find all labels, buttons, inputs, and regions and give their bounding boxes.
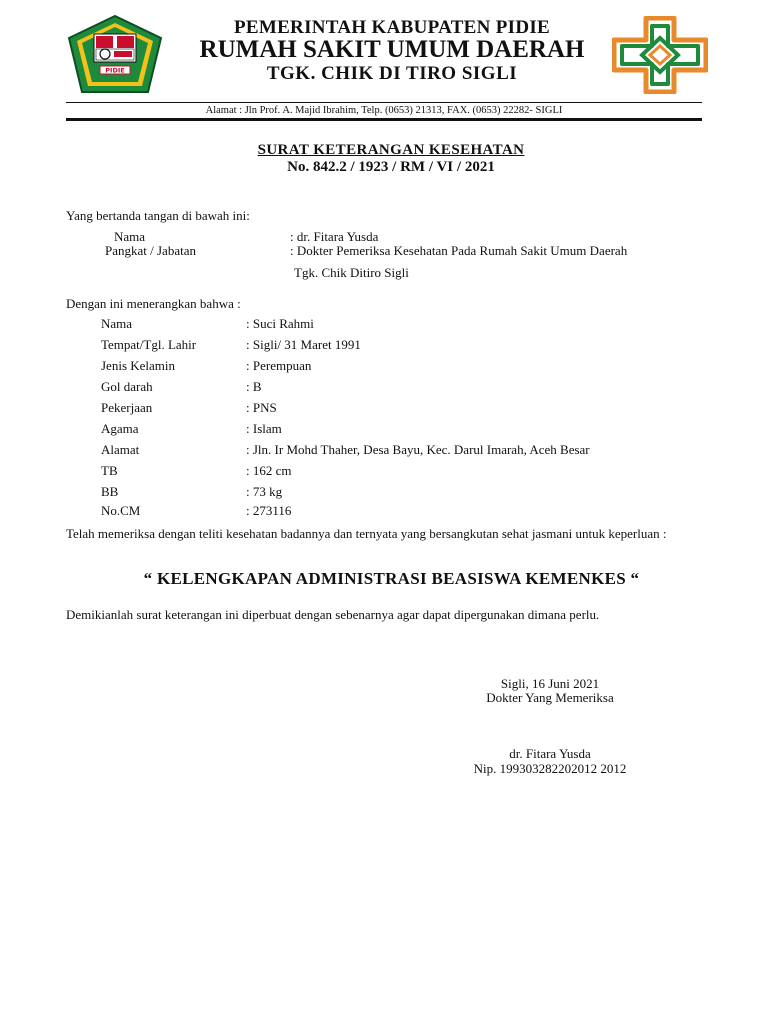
header-rule-thick [66, 118, 702, 121]
letter-title: SURAT KETERANGAN KESEHATAN [257, 142, 525, 158]
patient-value-cm: : 273116 [246, 503, 292, 518]
letter-number: No. 842.2 / 1923 / RM / VI / 2021 [287, 159, 495, 175]
patient-value-job: : PNS [246, 400, 277, 415]
patient-label-job: Pekerjaan [101, 400, 153, 415]
examination-statement: Telah memeriksa dengan teliti kesehatan badannya dan ternyata yang bersangkutan sehat jasmani untuk keperluan : [66, 526, 667, 541]
patient-value-blood: : B [246, 379, 262, 394]
patient-label-religion: Agama [101, 421, 139, 436]
patient-label-blood: Gol darah [101, 379, 153, 394]
header-hospital-name: TGK. CHIK DI TIRO SIGLI [266, 63, 518, 84]
patient-label-weight: BB [101, 484, 119, 499]
header-address: Alamat : Jln Prof. A. Majid Ibrahim, Telp. (0653) 21313, FAX. (0653) 22282- SIGLI [205, 105, 563, 116]
signer-name-label: Nama [114, 229, 146, 244]
header-hospital: RUMAH SAKIT UMUM DAERAH [199, 36, 585, 63]
patient-value-weight: : 73 kg [246, 484, 283, 499]
patient-label-name: Nama [101, 316, 133, 331]
patient-value-religion: : Islam [246, 421, 282, 436]
patient-intro: Dengan ini menerangkan bahwa : [66, 296, 241, 311]
signature-nip: Nip. 199303282202012 2012 [473, 761, 627, 776]
patient-value-name: : Suci Rahmi [246, 316, 314, 331]
patient-label-address: Alamat [101, 442, 140, 457]
emblem-label: PIDIE [105, 66, 125, 75]
header-rule-thin [66, 102, 702, 103]
patient-label-gender: Jenis Kelamin [101, 358, 176, 373]
signer-rank-value: : Dokter Pemeriksa Kesehatan Pada Rumah Sakit Umum Daerah [290, 243, 628, 258]
signature-place-date: Sigli, 16 Juni 2021 [500, 676, 600, 691]
patient-value-address: : Jln. Ir Mohd Thaher, Desa Bayu, Kec. Darul Imarah, Aceh Besar [246, 442, 590, 457]
patient-value-height: : 162 cm [246, 463, 292, 478]
signer-intro: Yang bertanda tangan di bawah ini: [66, 208, 250, 223]
patient-value-birth: : Sigli/ 31 Maret 1991 [246, 337, 361, 352]
patient-label-birth: Tempat/Tgl. Lahir [101, 337, 197, 352]
signature-role: Dokter Yang Memeriksa [486, 690, 614, 705]
signer-name-value: : dr. Fitara Yusda [290, 229, 379, 244]
purpose-statement: “ KELENGKAPAN ADMINISTRASI BEASISWA KEMENKES “ [143, 569, 640, 588]
patient-label-height: TB [101, 463, 118, 478]
patient-value-gender: : Perempuan [246, 358, 312, 373]
patient-label-cm: No.CM [101, 503, 141, 518]
signer-rank-value-cont: Tgk. Chik Ditiro Sigli [294, 265, 409, 280]
header-government: PEMERINTAH KABUPATEN PIDIE [233, 17, 551, 38]
closing-statement: Demikianlah surat keterangan ini diperbuat dengan sebenarnya agar dapat dipergunakan dimana perlu. [66, 607, 600, 622]
signer-rank-label: Pangkat / Jabatan [105, 243, 196, 258]
signature-name: dr. Fitara Yusda [509, 746, 591, 761]
